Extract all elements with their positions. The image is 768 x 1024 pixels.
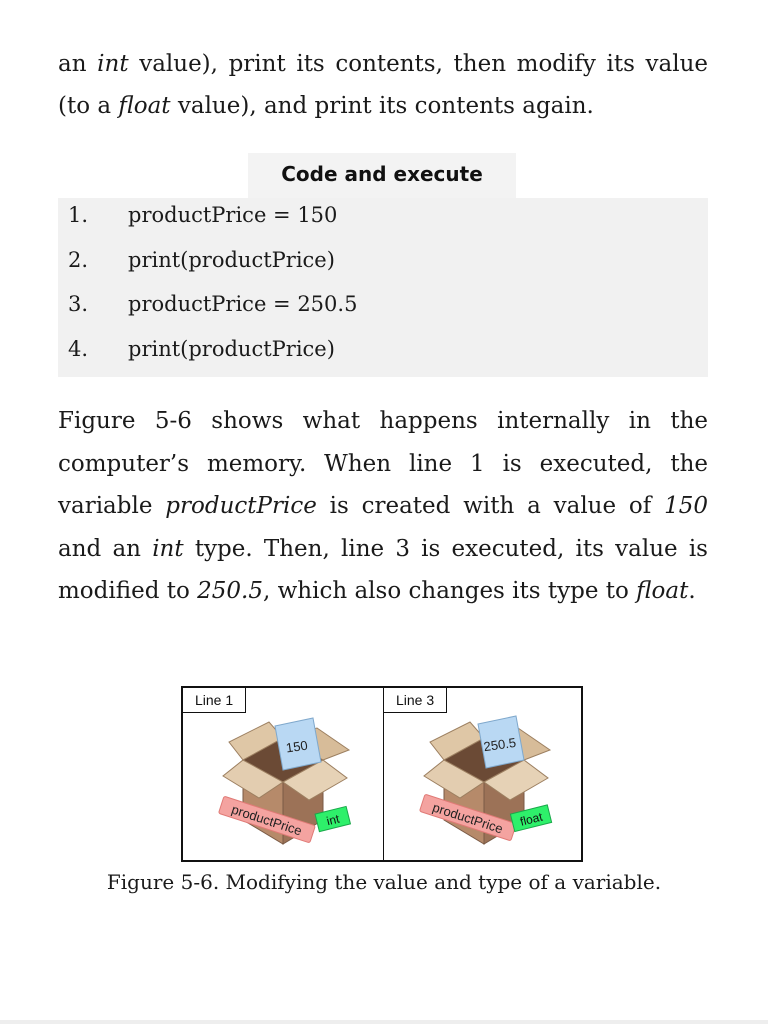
line-number: 3. bbox=[68, 292, 89, 316]
code-row bbox=[58, 243, 708, 287]
line-number: 1. bbox=[68, 203, 89, 227]
code-line: print(productPrice) bbox=[128, 337, 335, 361]
box-illustration bbox=[384, 688, 582, 860]
code-line: productPrice = 250.5 bbox=[128, 292, 358, 316]
box-illustration bbox=[183, 688, 383, 860]
code-table-header: Code and execute bbox=[248, 153, 516, 198]
panel-label: Line 1 bbox=[183, 688, 246, 713]
code-line: print(productPrice) bbox=[128, 248, 335, 272]
code-table bbox=[58, 198, 708, 377]
variable-tag: productPrice bbox=[229, 801, 304, 839]
panel-label: Line 3 bbox=[384, 688, 447, 713]
code-row bbox=[58, 287, 708, 331]
code-line: productPrice = 150 bbox=[128, 203, 338, 227]
intro-paragraph: an int value), print its contents, then modify its value (to a float value), and print its contents again. bbox=[58, 51, 709, 119]
figure-caption: Figure 5-6. Modifying the value and type of a variable. bbox=[106, 870, 662, 894]
line-number: 4. bbox=[68, 337, 89, 361]
page-bottom-divider bbox=[0, 1020, 768, 1024]
explanation-paragraph: Figure 5-6 shows what happens internally in the computer’s memory. When line 1 is executed, the variable productPrice is created with a value of 150 and an int type. Then, line 3 is executed, its value is modified to 250.5, which also changes its type to float. bbox=[58, 408, 708, 605]
variable-tag: productPrice bbox=[430, 799, 505, 837]
figure-panel-line-3 bbox=[383, 688, 582, 860]
code-row bbox=[58, 332, 708, 376]
figure-panel-line-1 bbox=[183, 688, 383, 860]
value-label: 150 bbox=[285, 737, 309, 756]
type-tag: float bbox=[518, 809, 544, 829]
figure-5-6 bbox=[181, 686, 583, 862]
line-number: 2. bbox=[68, 248, 89, 272]
type-tag: int bbox=[325, 811, 341, 829]
value-label: 250.5 bbox=[482, 734, 517, 755]
code-row bbox=[58, 198, 708, 242]
